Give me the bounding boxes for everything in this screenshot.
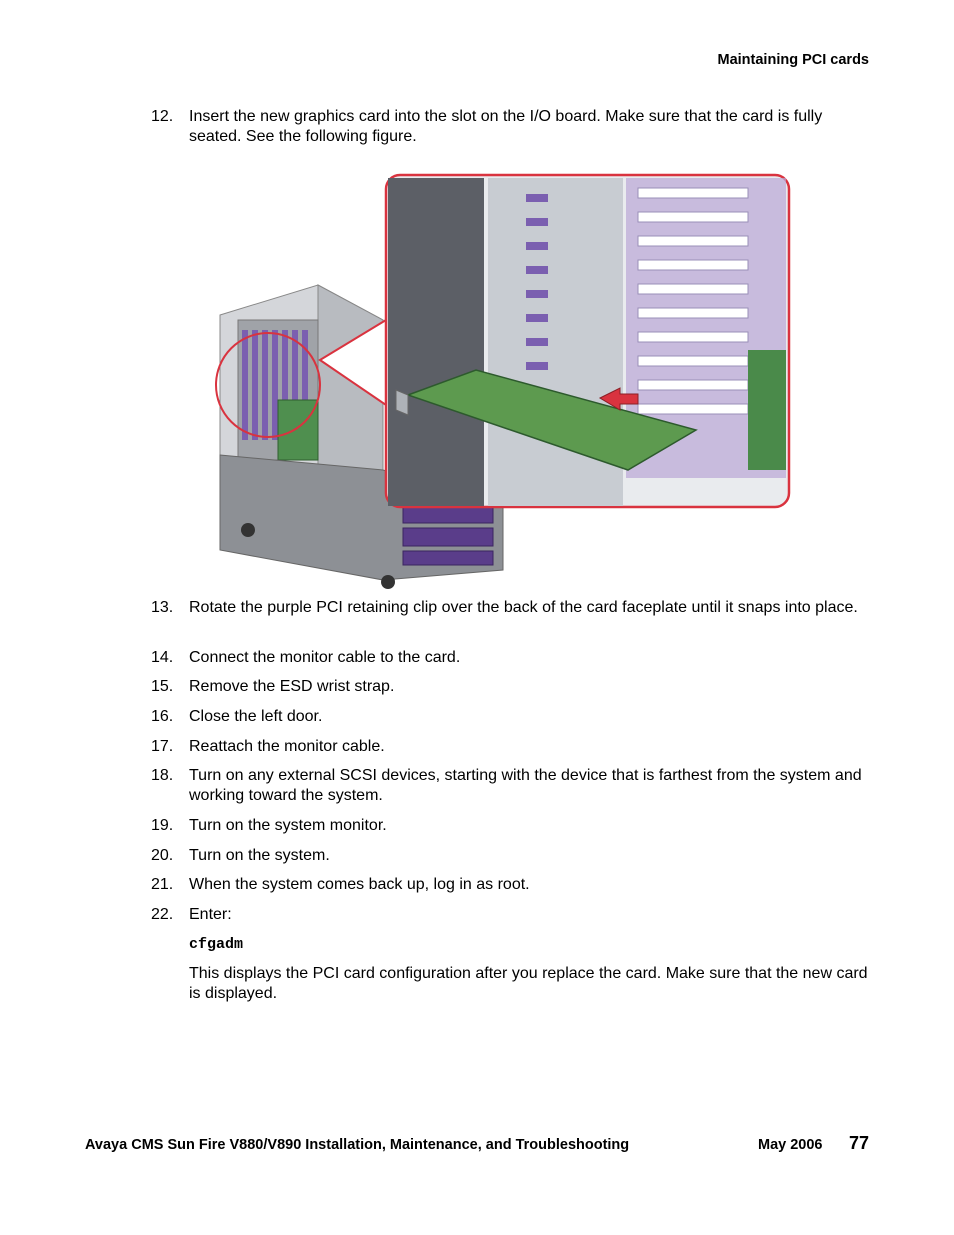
callout-detail-panel xyxy=(320,175,789,507)
step-13 xyxy=(151,598,871,618)
step-text: Close the left door. xyxy=(189,708,323,725)
step-18 xyxy=(151,766,871,806)
pci-card-installation-figure xyxy=(208,170,804,592)
step-number: 21. xyxy=(151,876,174,893)
step-text: Enter: xyxy=(189,906,232,923)
step-number: 18. xyxy=(151,767,174,784)
step-text: Turn on the system. xyxy=(189,847,330,864)
step-text: Rotate the purple PCI retaining clip over the back of the card faceplate until it snaps into place. xyxy=(189,599,858,616)
step-12 xyxy=(151,107,871,147)
step-15 xyxy=(151,677,871,697)
step-21 xyxy=(151,875,871,895)
result-note: This displays the PCI card configuration after you replace the card. Make sure that the new card is displayed. xyxy=(189,965,868,1002)
footer-date: May 2006 xyxy=(758,1137,823,1153)
step-number: 13. xyxy=(151,599,174,616)
step-text: Reattach the monitor cable. xyxy=(189,738,385,755)
step-number: 15. xyxy=(151,678,174,695)
footer-doc-title: Avaya CMS Sun Fire V880/V890 Installation, Maintenance, and Troubleshooting xyxy=(85,1137,630,1153)
step-19 xyxy=(151,816,871,836)
step-text: Remove the ESD wrist strap. xyxy=(189,678,395,695)
command-code: cfgadm xyxy=(189,936,244,953)
page-number: 77 xyxy=(849,1133,870,1153)
step-number: 14. xyxy=(151,649,174,666)
step-number: 17. xyxy=(151,738,174,755)
step-16 xyxy=(151,707,871,727)
step-text: Insert the new graphics card into the slot on the I/O board. Make sure that the card is fully seated. See the following figure. xyxy=(189,108,823,145)
step-text: Turn on any external SCSI devices, starting with the device that is farthest from the system and working toward the system. xyxy=(189,767,862,804)
step-number: 22. xyxy=(151,906,174,923)
step-number: 19. xyxy=(151,817,174,834)
step-text: When the system comes back up, log in as root. xyxy=(189,876,530,893)
page-header-title: Maintaining PCI cards xyxy=(717,52,869,68)
step-22 xyxy=(151,905,871,925)
step-number: 12. xyxy=(151,108,174,125)
step-20 xyxy=(151,846,871,866)
step-17 xyxy=(151,737,871,757)
step-text: Turn on the system monitor. xyxy=(189,817,387,834)
step-number: 20. xyxy=(151,847,174,864)
step-number: 16. xyxy=(151,708,174,725)
step-14 xyxy=(151,648,871,668)
step-text: Connect the monitor cable to the card. xyxy=(189,649,461,666)
